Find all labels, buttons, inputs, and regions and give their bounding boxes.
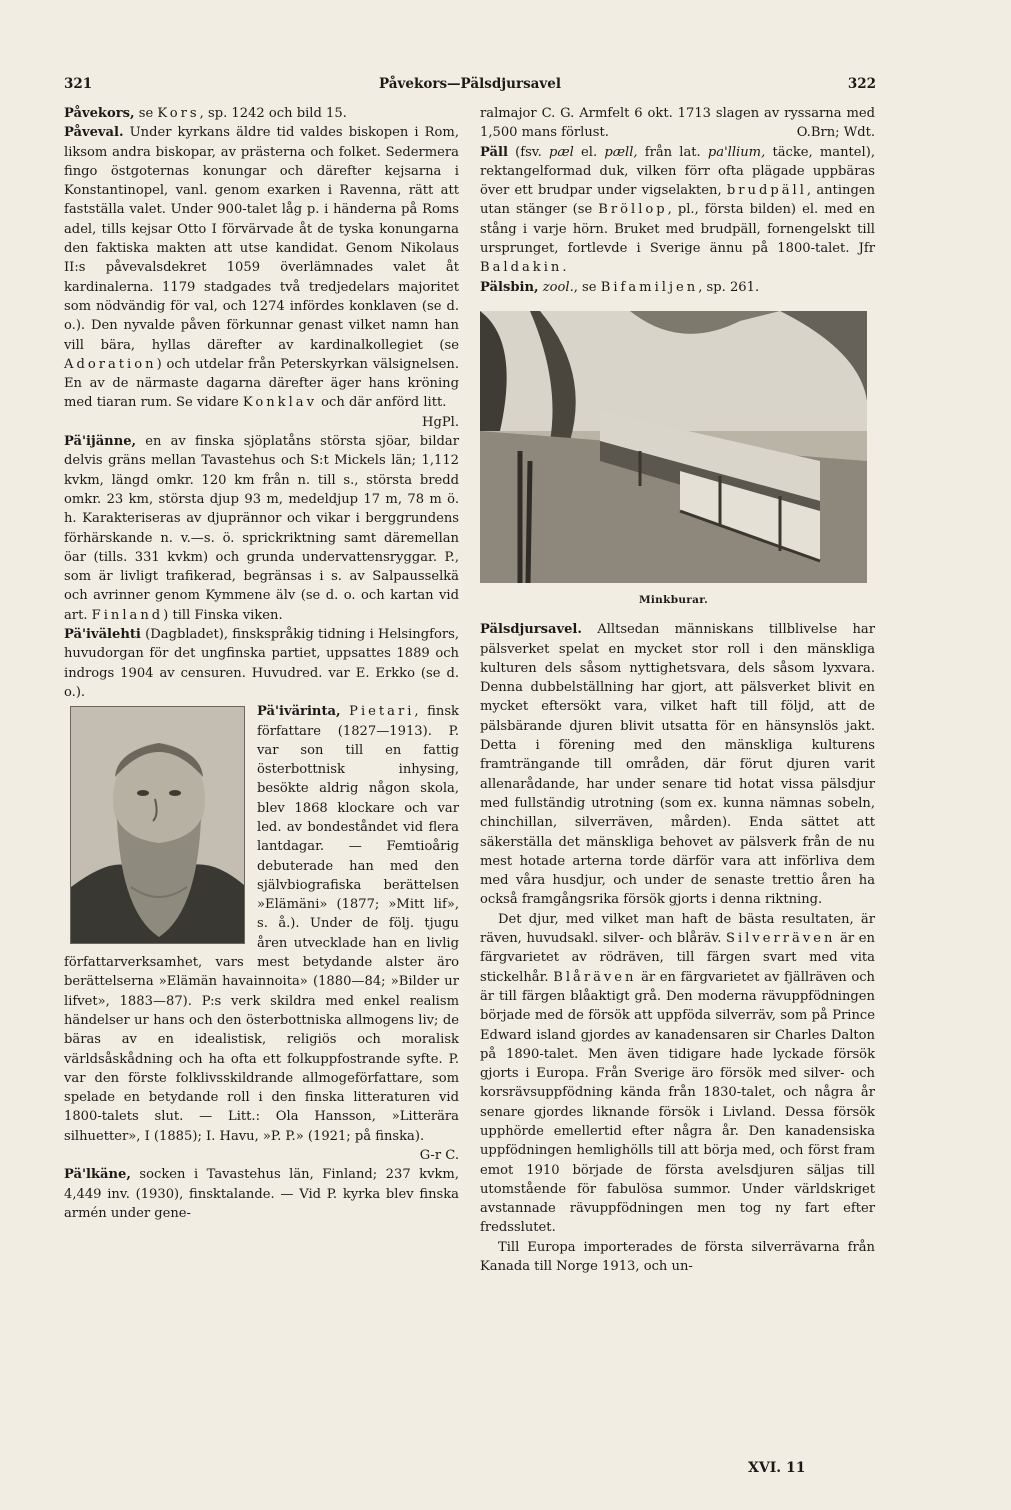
term: Blåräven [553, 969, 637, 985]
author-signature: G-r C. [419, 1148, 459, 1164]
person-name: Pietari [349, 704, 415, 720]
figure-minkburar [480, 311, 867, 610]
author-signature: O.Brn; Wdt. [796, 125, 875, 141]
headword: Pä'ivärinta, [257, 704, 341, 720]
cross-reference: Finland [91, 607, 164, 623]
cross-reference: Konklav [242, 395, 317, 411]
cross-reference: Baldakin [480, 260, 563, 276]
entry-pall: Päll (fsv. pæl el. pæll, från lat. pa'llium, täcke, mantel), rektangelformad duk, vilken förr ofta plägade uppbäras över ett brudpar under vigselakten, brudpäll, antingen utan stänger (se Bröllop, pl., första bilden) el. med en stång i varje hörn. Bruket med brudpäll, fornengelskt till ursprunget, fortlevde i Sverige ännu på 1800-talet. Jfr Baldakin. [480, 144, 876, 276]
entry-paijanne: Pä'ijänne, en av finska sjöplatåns största sjöar, bildar delvis gräns mellan Tavastehus och S:t Mickels län; 1,112 kvkm, längd omkr. 120 km från n. till s., största bredd omkr. 23 km, största djup 93 m, medeldjup 17 m, 78 m ö. h. Karakteriseras av djuprännor och vikar i berggrundens förhärskande n. v.—s. ö. sprickriktning samt däremellan öar (tills. 331 kvkm) och grunda undervattensryggar. P., som är livligt trafikerad, begränsas i s. av Salpausselkä och avrinner genom Kymmene älv (se d. o. och kartan vid art. Finland) till Finska viken. [64, 434, 459, 623]
page-number-left: 321 [64, 76, 93, 92]
headword: Påveval. [64, 125, 124, 141]
running-title: Påvekors—Pälsdjursavel [379, 76, 561, 92]
headword: Pä'ijänne, [64, 434, 137, 450]
column-right [480, 104, 875, 1276]
headword: Päll [480, 144, 508, 160]
paragraph-ravar: Det djur, med vilket man haft de bästa resultaten, är räven, huvudsakl. silver- och blåräv. Silverräven är en färgvarietet av rödräven, till färgen svart med vita stickelhår. Blåräven är en färgvarietet av fjällräven och är till färgen blåaktigt grå. Den moderna rävuppfödningen började med de försök att uppföda silverräv, som på Prince Edward island gjordes av kanadensaren sir Charles Dalton på 1890-talet. Men även tidigare hade lyckade försök gjorts i Europa. Från Sverige äro försök med silver- och korsrävsuppfödning kända från 1830-talet, och några år senare gjordes liknande försök i Livland. Dessa försök upphörde emellertid efter några år. Den kanadensiska uppfödningen hemlighölls till att börja med, och först fram emot 1910 började de första avelsdjuren säljas till utomstående för fabulösa summor. Under världskriget avstannade rävuppfödningen men tog ny fart efter fredsslutet. [480, 911, 875, 1236]
entry-pavekors: Påvekors, se Kors, sp. 1242 och bild 15. [64, 106, 347, 121]
entry-palkane: Pä'lkäne, socken i Tavastehus län, Finland; 237 kvkm, 4,449 inv. (1930), finsktalande. — Vid P. kyrka blev finska armén under gene- [64, 1167, 459, 1221]
term: Silverräven [726, 931, 836, 947]
entry-palkane-cont: ralmajor C. G. Armfelt 6 okt. 1713 slagen av ryssarna med 1,500 mans förlust. O.Brn; Wdt. [480, 104, 875, 143]
cross-reference: Bifamiljen [600, 279, 699, 295]
cross-reference: Bröllop [598, 202, 668, 218]
author-signature: HgPl. [422, 414, 459, 430]
entry-palsdjursavel: Pälsdjursavel. Alltsedan människans tillblivelse har pälsverket spelat en mycket stor roll i den mänskliga kulturen dels såsom nyttighetsvara, dels såsom lyxvara. Denna dubbelställning har gjort, att pälsverket blivit en mycket eftersökt vara, vilket haft till följd, att de pälsbärande djuren blivit utsatta för en hänsynslös jakt. Detta i förening med den mänskliga kulturens framträngande till områden, där förut djuren varit allenarådande, har under senare tid hotat vissa pälsdjur med fullständig utrotning (som ex. kunna nämnas sobeln, chinchillan, silverräven, mården). Enda sättet att säkerställa det mänskliga behovet av pälsverk från de nu mest hotade arterna torde därför vara att införliva dem med våra husdjur, och under de senaste trettio åren ha också framgångsrika försök gjorts i denna riktning. [480, 622, 875, 908]
figure-caption: Minkburar. [638, 593, 709, 606]
running-header [64, 76, 876, 98]
term: brudpäll [726, 183, 807, 199]
column-left [64, 104, 459, 1223]
headword: Pä'lkäne, [64, 1167, 131, 1183]
entry-paveval: Påveval. Under kyrkans äldre tid valdes biskopen i Rom, liksom andra biskopar, av prästerna och folket. Sedermera fingo östgoternas konungar och därefter kejsarna i Konstantinopel, vanl. genom exarken i Ravenna, rätt att fastställa valet. Under 900-talet låg p. i händerna på Roms adel, tills kejsar Otto I förvärvade åt de tyska konungarna den faktiska makten att utse kandidat. Genom Nikolaus II:s påvevalsdekret 1059 överlämnades valet åt kardinalerna. 1179 stadgades två tredjedelars majoritet som nödvändig för val, och 1274 infördes konklaven (se d. o.). Den nyvalde påven förkunnar genast vilket namn han vill bära, hyllas därefter av kardinalkollegiet (se Adoration) och utdelar från Peterskyrkan välsignelsen. En av de närmaste dagarna därefter äger hans kröning med tiaran rum. Se vidare Konklav och där anförd litt. HgPl. [64, 123, 459, 412]
signature-mark: XVI. 11 [748, 1460, 806, 1476]
headword: Pälsbin, [480, 279, 539, 295]
headword: Pä'ivälehti [64, 627, 141, 643]
page-number-right: 322 [847, 76, 876, 92]
headword: Påvekors, [64, 106, 135, 121]
mink-cages-photo [480, 311, 867, 583]
portrait-photo [70, 706, 245, 944]
headword: Pälsdjursavel. [480, 622, 582, 638]
entry-palsbin: Pälsbin, zool., se Bifamiljen, sp. 261. [480, 279, 760, 295]
cross-reference: Adoration [64, 356, 157, 372]
cross-reference: Kors [157, 106, 200, 121]
paragraph-europa: Till Europa importerades de första silverrävarna från Kanada till Norge 1913, och un- [480, 1239, 875, 1275]
entry-paivalehti: Pä'ivälehti (Dagbladet), finskspråkig tidning i Helsingfors, huvudorgan för det ungfinska partiet, uppsattes 1889 och indrogs 1904 av censuren. Huvudred. var E. Erkko (se d. o.). [64, 627, 459, 700]
entry-paivarinta: Pä'ivärinta, Pietari , finsk författare (1827—1913). P. var son till en fattig österbottnisk inhysing, besökte aldrig någon skola, blev 1868 klockare och var led. av bondeståndet vid flera lantdagar. — Femtioårig debuterade han med den självbiografiska berättelsen »Elämäni» (1877; »Mitt lif», s. å.). Under de följ. tjugu åren utvecklade han en livlig författarverksamhet, vars mest betydande alster äro berättelserna »Elämän havainnoita» (1880—84; »Bilder ur lifvet», 1883—87). P:s verk skildra med enkel realism händelser ur hans och den österbottniska allmogens liv; de bäras av en idealistisk, religiös och moralisk världsåskådning och ha ofta ett folkuppfostrande syfte. P. var den förste folklivsskildrande allmogeförfattare, som spelade en betydande roll i den finska litteraturen vid 1800-talets slut. — Litt.: Ola Hansson, »Litterära silhuetter», I (1885); I. Havu, »P. P.» (1921; på finska). G-r C. [64, 702, 459, 1146]
